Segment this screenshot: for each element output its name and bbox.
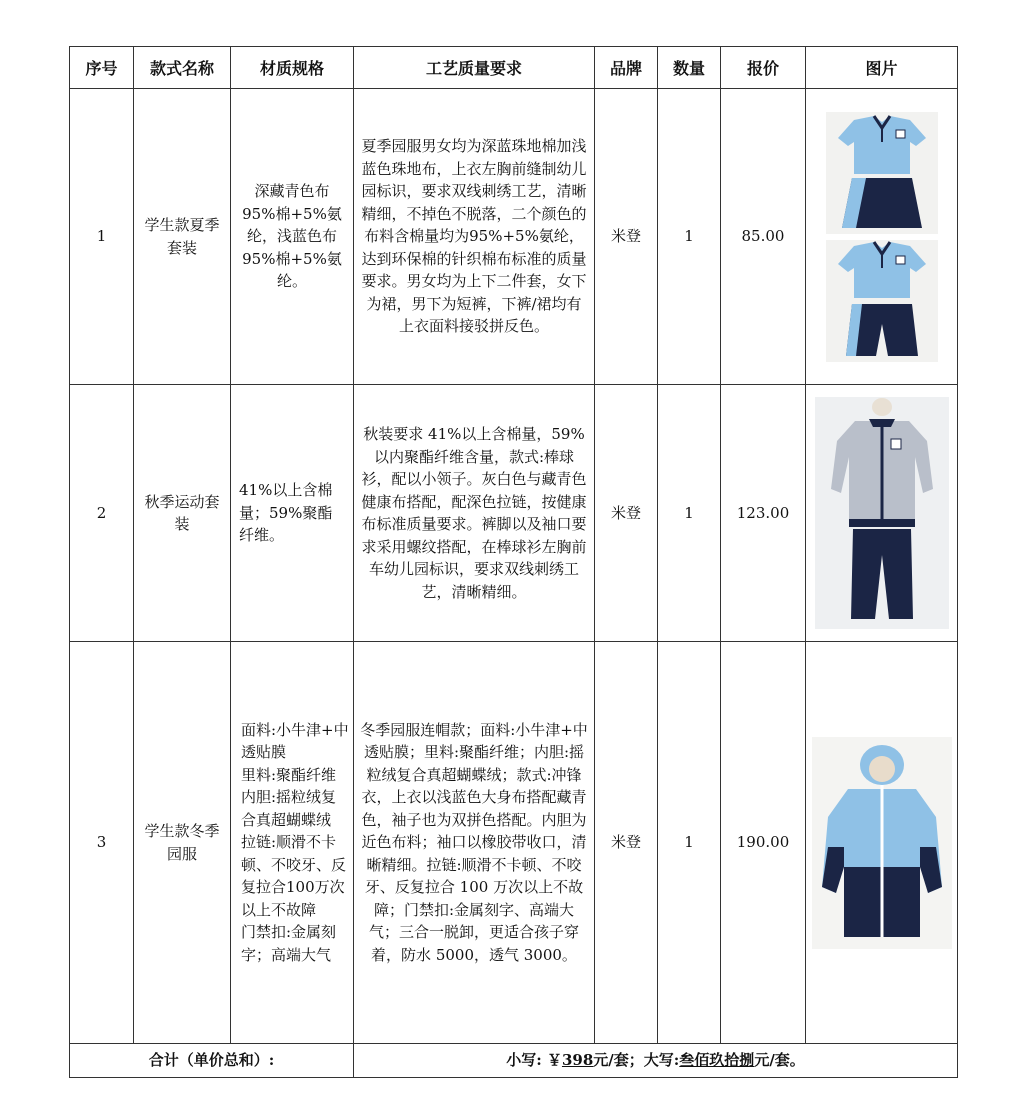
row-price: 123.00 xyxy=(721,385,806,642)
row-style: 学生款冬季园服 xyxy=(134,642,231,1044)
row-no: 3 xyxy=(70,642,134,1044)
row-brand: 米登 xyxy=(595,89,658,385)
row-image xyxy=(806,89,958,385)
total-row xyxy=(70,1044,958,1078)
total-small-amount: 398 xyxy=(561,1051,594,1070)
header-row xyxy=(70,47,958,89)
header-material: 材质规格 xyxy=(231,47,354,89)
row-material: 深藏青色布95%棉+5%氨纶，浅蓝色布95%棉+5%氨纶。 xyxy=(231,89,354,385)
table-row xyxy=(70,642,958,1044)
row-style: 秋季运动套装 xyxy=(134,385,231,642)
total-small-prefix: 小写: ￥ xyxy=(506,1051,562,1070)
row-price: 190.00 xyxy=(721,642,806,1044)
total-big-amount: 叁佰玖拾捌 xyxy=(679,1051,755,1070)
row-requirement: 冬季园服连帽款；面料:小牛津+中透贴膜；里料:聚酯纤维；内胆:摇粒绒复合真超蝴蝶绒；款式:冲锋衣，上衣以浅蓝色大身布搭配藏青色，袖子也为双拼色搭配。内胆为近色布料；袖口以橡胶带收口，清晰精细。拉链:顺滑不卡顿、不咬牙、反复拉合 100 万次以上不故障；门禁扣:金属刻字、高端大气；三合一脱卸，更适合孩子穿着，防水 5000，透气 3000。 xyxy=(354,642,595,1044)
total-label: 合计（单价总和）: xyxy=(70,1044,354,1078)
header-requirement: 工艺质量要求 xyxy=(354,47,595,89)
summer-boys-set-photo xyxy=(826,240,938,362)
summer-girls-set-photo xyxy=(826,112,938,234)
header-price: 报价 xyxy=(721,47,806,89)
header-brand: 品牌 xyxy=(595,47,658,89)
header-qty: 数量 xyxy=(658,47,721,89)
row-material: 面料:小牛津+中透贴膜 里料:聚酯纤维 内胆:摇粒绒复合真超蝴蝶绒 拉链:顺滑不卡顿、不咬牙、反复拉合100万次以上不故障 门禁扣:金属刻字；高端大气 xyxy=(231,642,354,1044)
row-requirement: 夏季园服男女均为深蓝珠地棉加浅蓝色珠地布，上衣左胸前缝制幼儿园标识，要求双线刺绣工艺，清晰精细，不掉色不脱落，二个颜色的布料含棉量均为95%+5%氨纶，达到环保棉的针织棉布标准的质量要求。男女均为上下二件套，女下为裙，男下为短裤，下裤/裙均有上衣面料接驳拼反色。 xyxy=(354,89,595,385)
row-image xyxy=(806,642,958,1044)
row-no: 2 xyxy=(70,385,134,642)
row-no: 1 xyxy=(70,89,134,385)
row-qty: 1 xyxy=(658,642,721,1044)
row-brand: 米登 xyxy=(595,385,658,642)
quotation-table xyxy=(69,46,958,1078)
row-qty: 1 xyxy=(658,385,721,642)
row-qty: 1 xyxy=(658,89,721,385)
row-requirement: 秋装要求 41%以上含棉量，59%以内聚酯纤维含量，款式:棒球衫，配以小领子。灰白色与藏青色健康布搭配，配深色拉链，按健康布标准质量要求。裤脚以及袖口要求采用螺纹搭配，在棒球衫左胸前车幼儿园标识，要求双线刺绣工艺，清晰精细。 xyxy=(354,385,595,642)
total-big-unit: 元/套。 xyxy=(754,1051,805,1070)
table-row xyxy=(70,89,958,385)
winter-jacket-photo xyxy=(812,737,952,949)
row-brand: 米登 xyxy=(595,642,658,1044)
total-small-unit: 元/套；大写: xyxy=(593,1051,680,1070)
header-style: 款式名称 xyxy=(134,47,231,89)
header-no: 序号 xyxy=(70,47,134,89)
header-image: 图片 xyxy=(806,47,958,89)
autumn-sports-set-photo xyxy=(815,397,949,629)
row-image xyxy=(806,385,958,642)
row-material: 41%以上含棉量；59%聚酯纤维。 xyxy=(231,385,354,642)
row-price: 85.00 xyxy=(721,89,806,385)
total-amount xyxy=(354,1044,958,1078)
row-style: 学生款夏季套装 xyxy=(134,89,231,385)
table-row xyxy=(70,385,958,642)
